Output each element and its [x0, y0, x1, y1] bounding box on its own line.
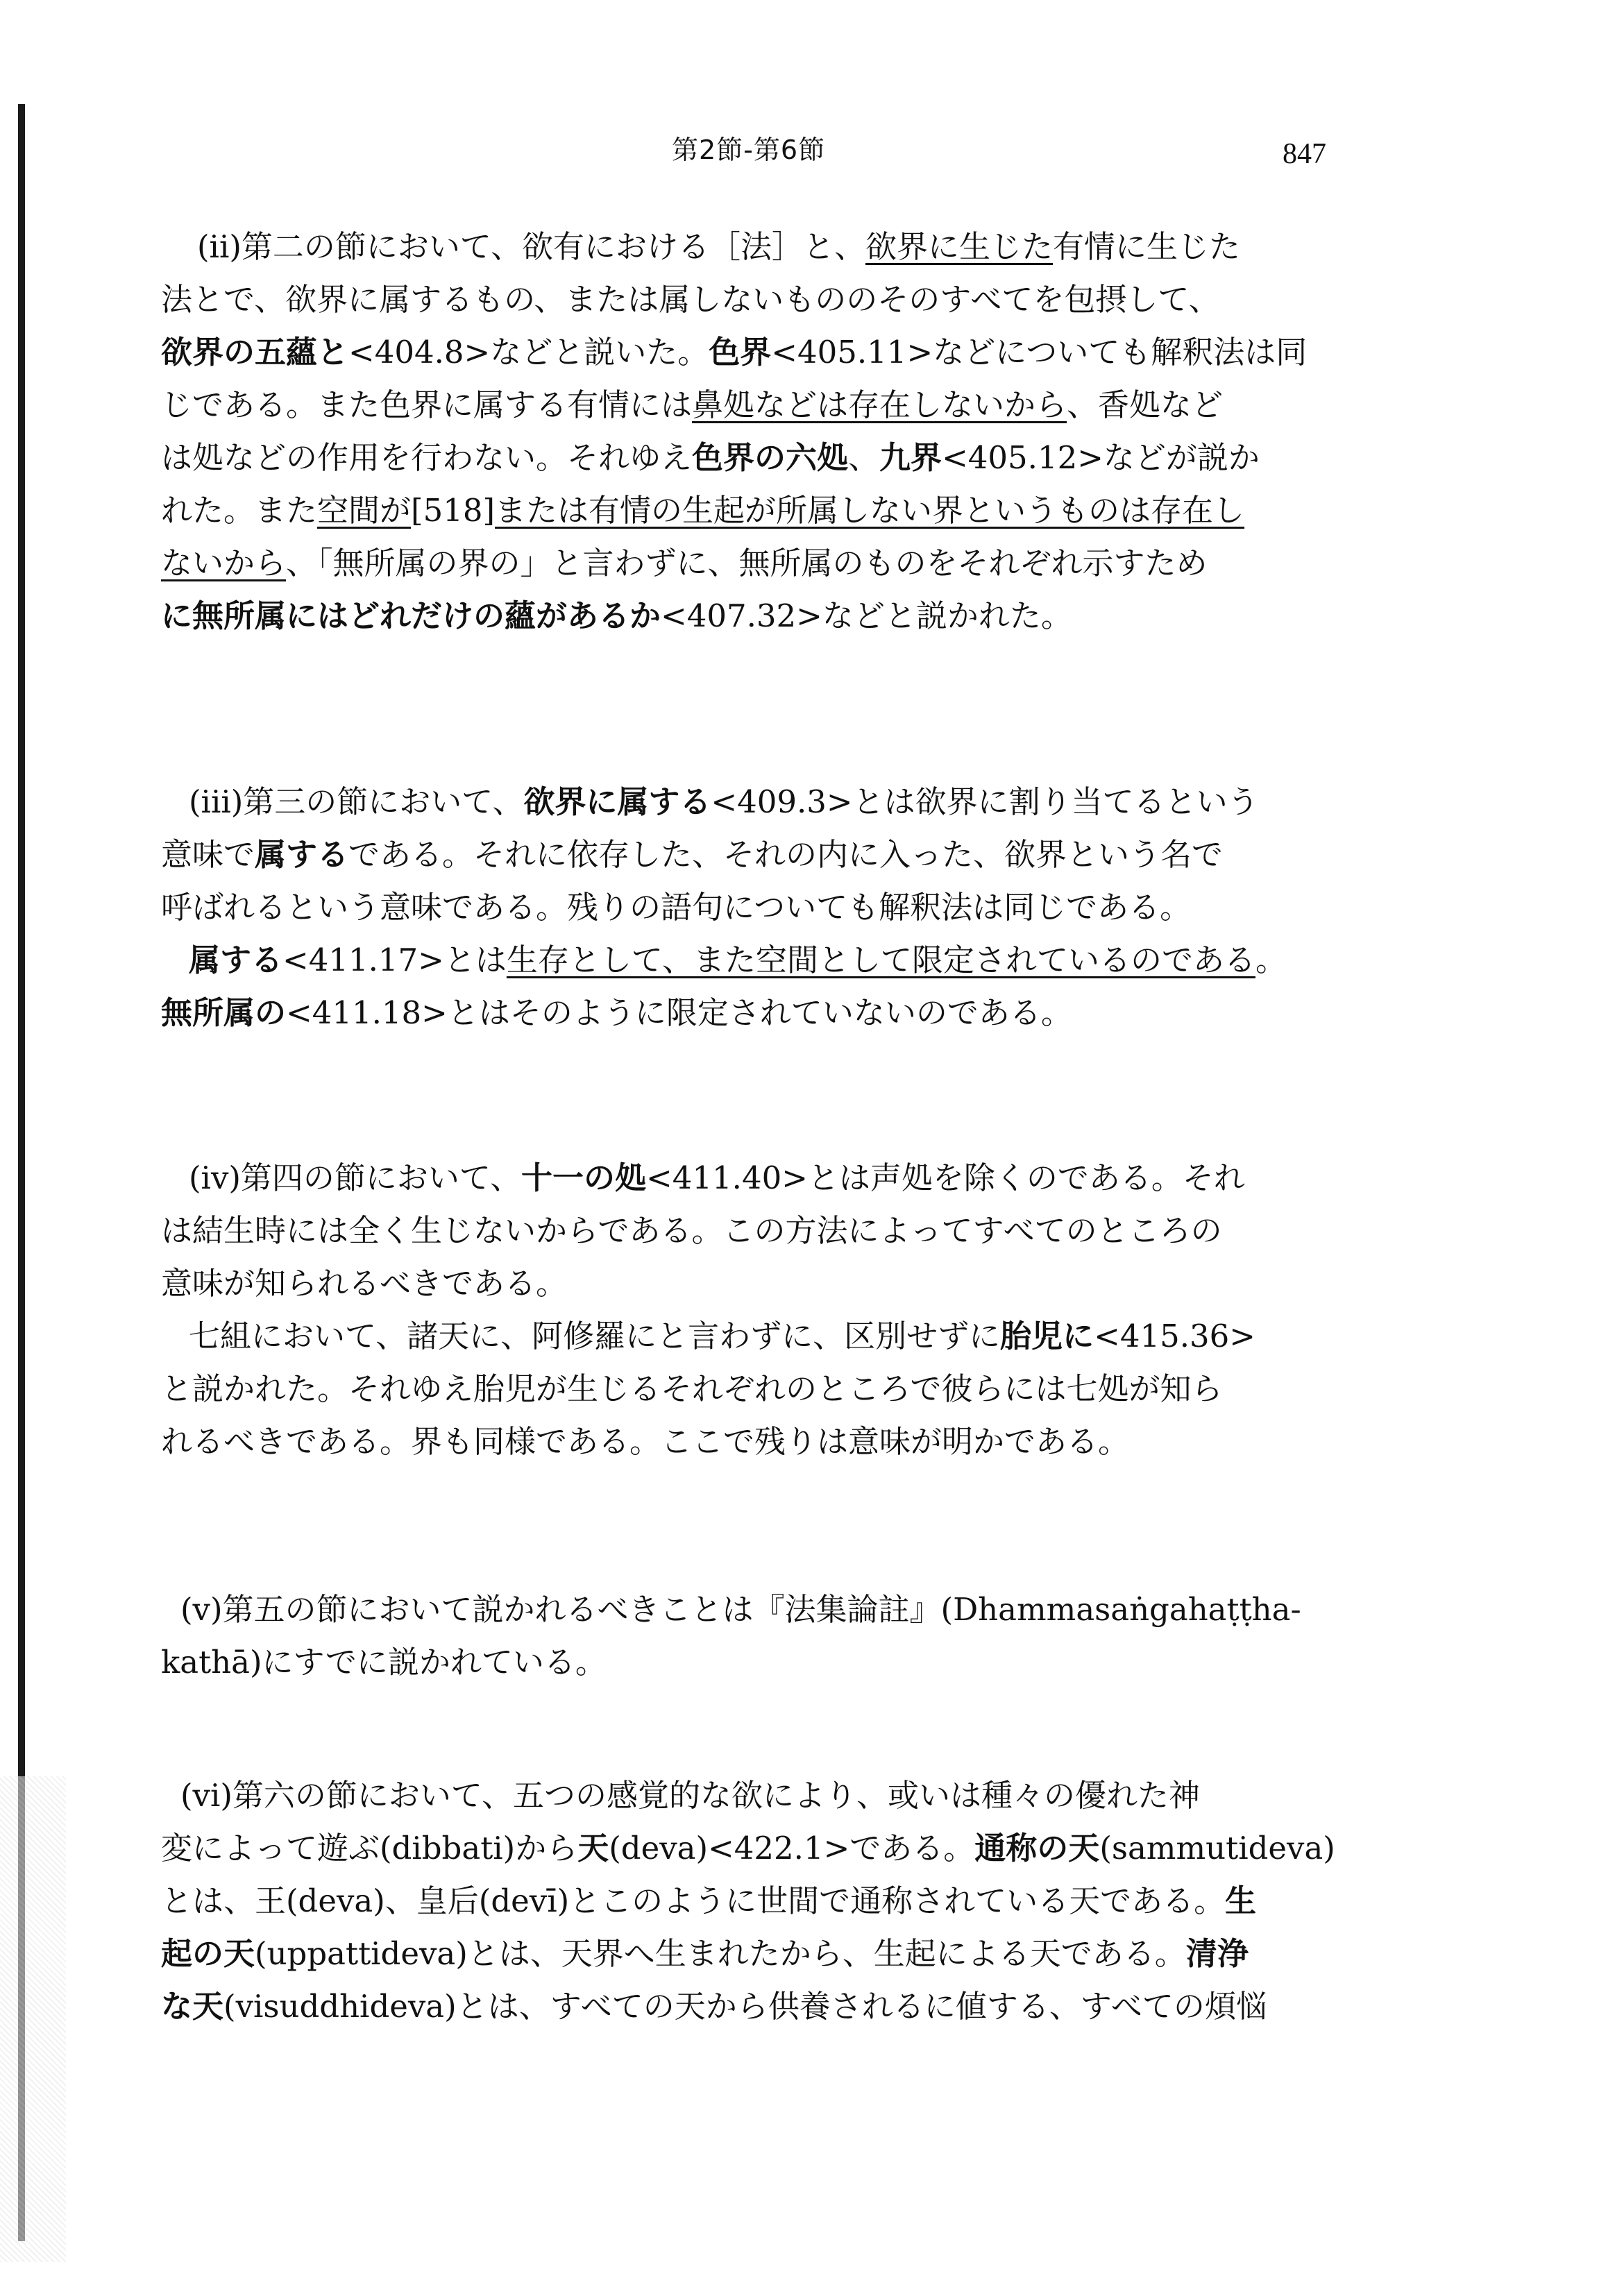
bold-term: 色界 [709, 334, 772, 371]
bold-term: 九界 [879, 439, 942, 476]
underlined-phrase: 空間が [317, 492, 412, 529]
bold-term: 欲界に属する [523, 783, 711, 820]
text-line: 変によって遊ぶ(dibbati)から天(deva)<422.1>である。通称の天(sammutideva) [161, 1830, 1335, 1866]
text-line: 属する<411.17>とは生存として、また空間として限定されているのである。 [189, 942, 1287, 978]
bold-term: 属する [255, 836, 349, 873]
text-line: (iii)第三の節において、欲界に属する<409.3>とは欲界に割り当てるという [189, 783, 1259, 820]
text-line: は結生時には全く生じないからである。この方法によってすべてのところの [161, 1212, 1222, 1249]
underlined-phrase: 生存として、また空間として限定されているのである [506, 942, 1255, 978]
bold-term: 無所属の [161, 994, 287, 1031]
text-line: 起の天(uppattideva)とは、天界へ生まれたから、生起による天である。清浄 [161, 1935, 1249, 1972]
text-line: ないから、「無所属の界の」と言わずに、無所属のものをそれぞれ示すため [161, 545, 1208, 581]
bold-term: 通称の天 [974, 1830, 1100, 1866]
text-line: と説かれた。それゆえ胎児が生じるそれぞれのところで彼らには七処が知ら [161, 1370, 1223, 1407]
bold-term: 生 [1225, 1882, 1257, 1919]
text-line: に無所属にはどれだけの蘊があるか<407.32>などと説かれた。 [161, 597, 1072, 634]
underlined-phrase: 鼻処などは存在しないから [692, 386, 1067, 423]
text-line: kathā)にすでに説かれている。 [161, 1644, 607, 1681]
text-line: じである。また色界に属する有情には鼻処などは存在しないから、香処など [161, 386, 1224, 423]
bold-term: に無所属にはどれだけの蘊があるか [161, 597, 661, 634]
scan-noise [0, 1776, 66, 2262]
paragraph-section-4 [161, 1152, 1369, 1468]
text-line: 法とで、欲界に属するもの、または属しないもののそのすべてを包摂して、 [161, 281, 1220, 318]
bold-term: な天 [161, 1988, 224, 2025]
bold-term: 属する [189, 942, 283, 978]
underlined-phrase: または有情の生起が所属しない界というものは存在し [495, 492, 1245, 529]
paragraph-section-3 [161, 776, 1369, 1039]
text-line: 意味が知られるべきである。 [161, 1265, 568, 1302]
bold-term: 胎児に [1000, 1318, 1094, 1354]
bold-term: 天 [577, 1830, 609, 1866]
page-number: 847 [1283, 138, 1326, 170]
text-line: (v)第五の節において説かれるべきことは『法集論註』(Dhammasaṅgahaṭṭha- [180, 1591, 1301, 1628]
bold-term: 色界の六処 [692, 439, 849, 476]
underlined-phrase: 欲界に生じた [865, 228, 1054, 265]
paragraph-section-2 [161, 221, 1369, 643]
text-line: (ii)第二の節において、欲有における［法］と、欲界に生じた有情に生じた [197, 228, 1241, 265]
underlined-phrase: ないから [161, 545, 287, 581]
text-line: 七組において、諸天に、阿修羅にと言わずに、区別せずに胎児に<415.36> [189, 1318, 1255, 1354]
text-line: (iv)第四の節において、十一の処<411.40>とは声処を除くのである。それ [189, 1159, 1245, 1196]
bold-term: 起の天 [161, 1935, 255, 1972]
text-line: 意味で属するである。それに依存した、それの内に入った、欲界という名で [161, 836, 1224, 873]
paragraph-section-6 [161, 1769, 1369, 2033]
text-line: 無所属の<411.18>とはそのように限定されていないのである。 [161, 994, 1072, 1031]
text-line: (vi)第六の節において、五つの感覚的な欲により、或いは種々の優れた神 [180, 1777, 1201, 1814]
bold-term: 清浄 [1185, 1935, 1249, 1972]
bold-term: 十一の処 [521, 1159, 647, 1196]
text-line: 呼ばれるという意味である。残りの語句についても解釈法は同じである。 [161, 889, 1192, 926]
bold-term: 欲界の五蘊と [161, 334, 349, 371]
text-line: れた。また空間が[518]または有情の生起が所属しない界というものは存在し [161, 492, 1245, 529]
text-line: とは、王(deva)、皇后(devī)とこのように世間で通称されている天である。生 [161, 1882, 1257, 1919]
text-line: れるべきである。界も同様である。ここで残りは意味が明かである。 [161, 1423, 1130, 1460]
paragraph-section-5 [161, 1583, 1369, 1689]
running-head: 第2節-第6節 [672, 135, 826, 165]
text-line: は処などの作用を行わない。それゆえ色界の六処、九界<405.12>などが説か [161, 439, 1260, 476]
text-line: 欲界の五蘊と<404.8>などと説いた。色界<405.11>などについても解釈法は同 [161, 334, 1308, 371]
text-line: な天(visuddhideva)とは、すべての天から供養されるに値する、すべての煩悩 [161, 1988, 1267, 2025]
